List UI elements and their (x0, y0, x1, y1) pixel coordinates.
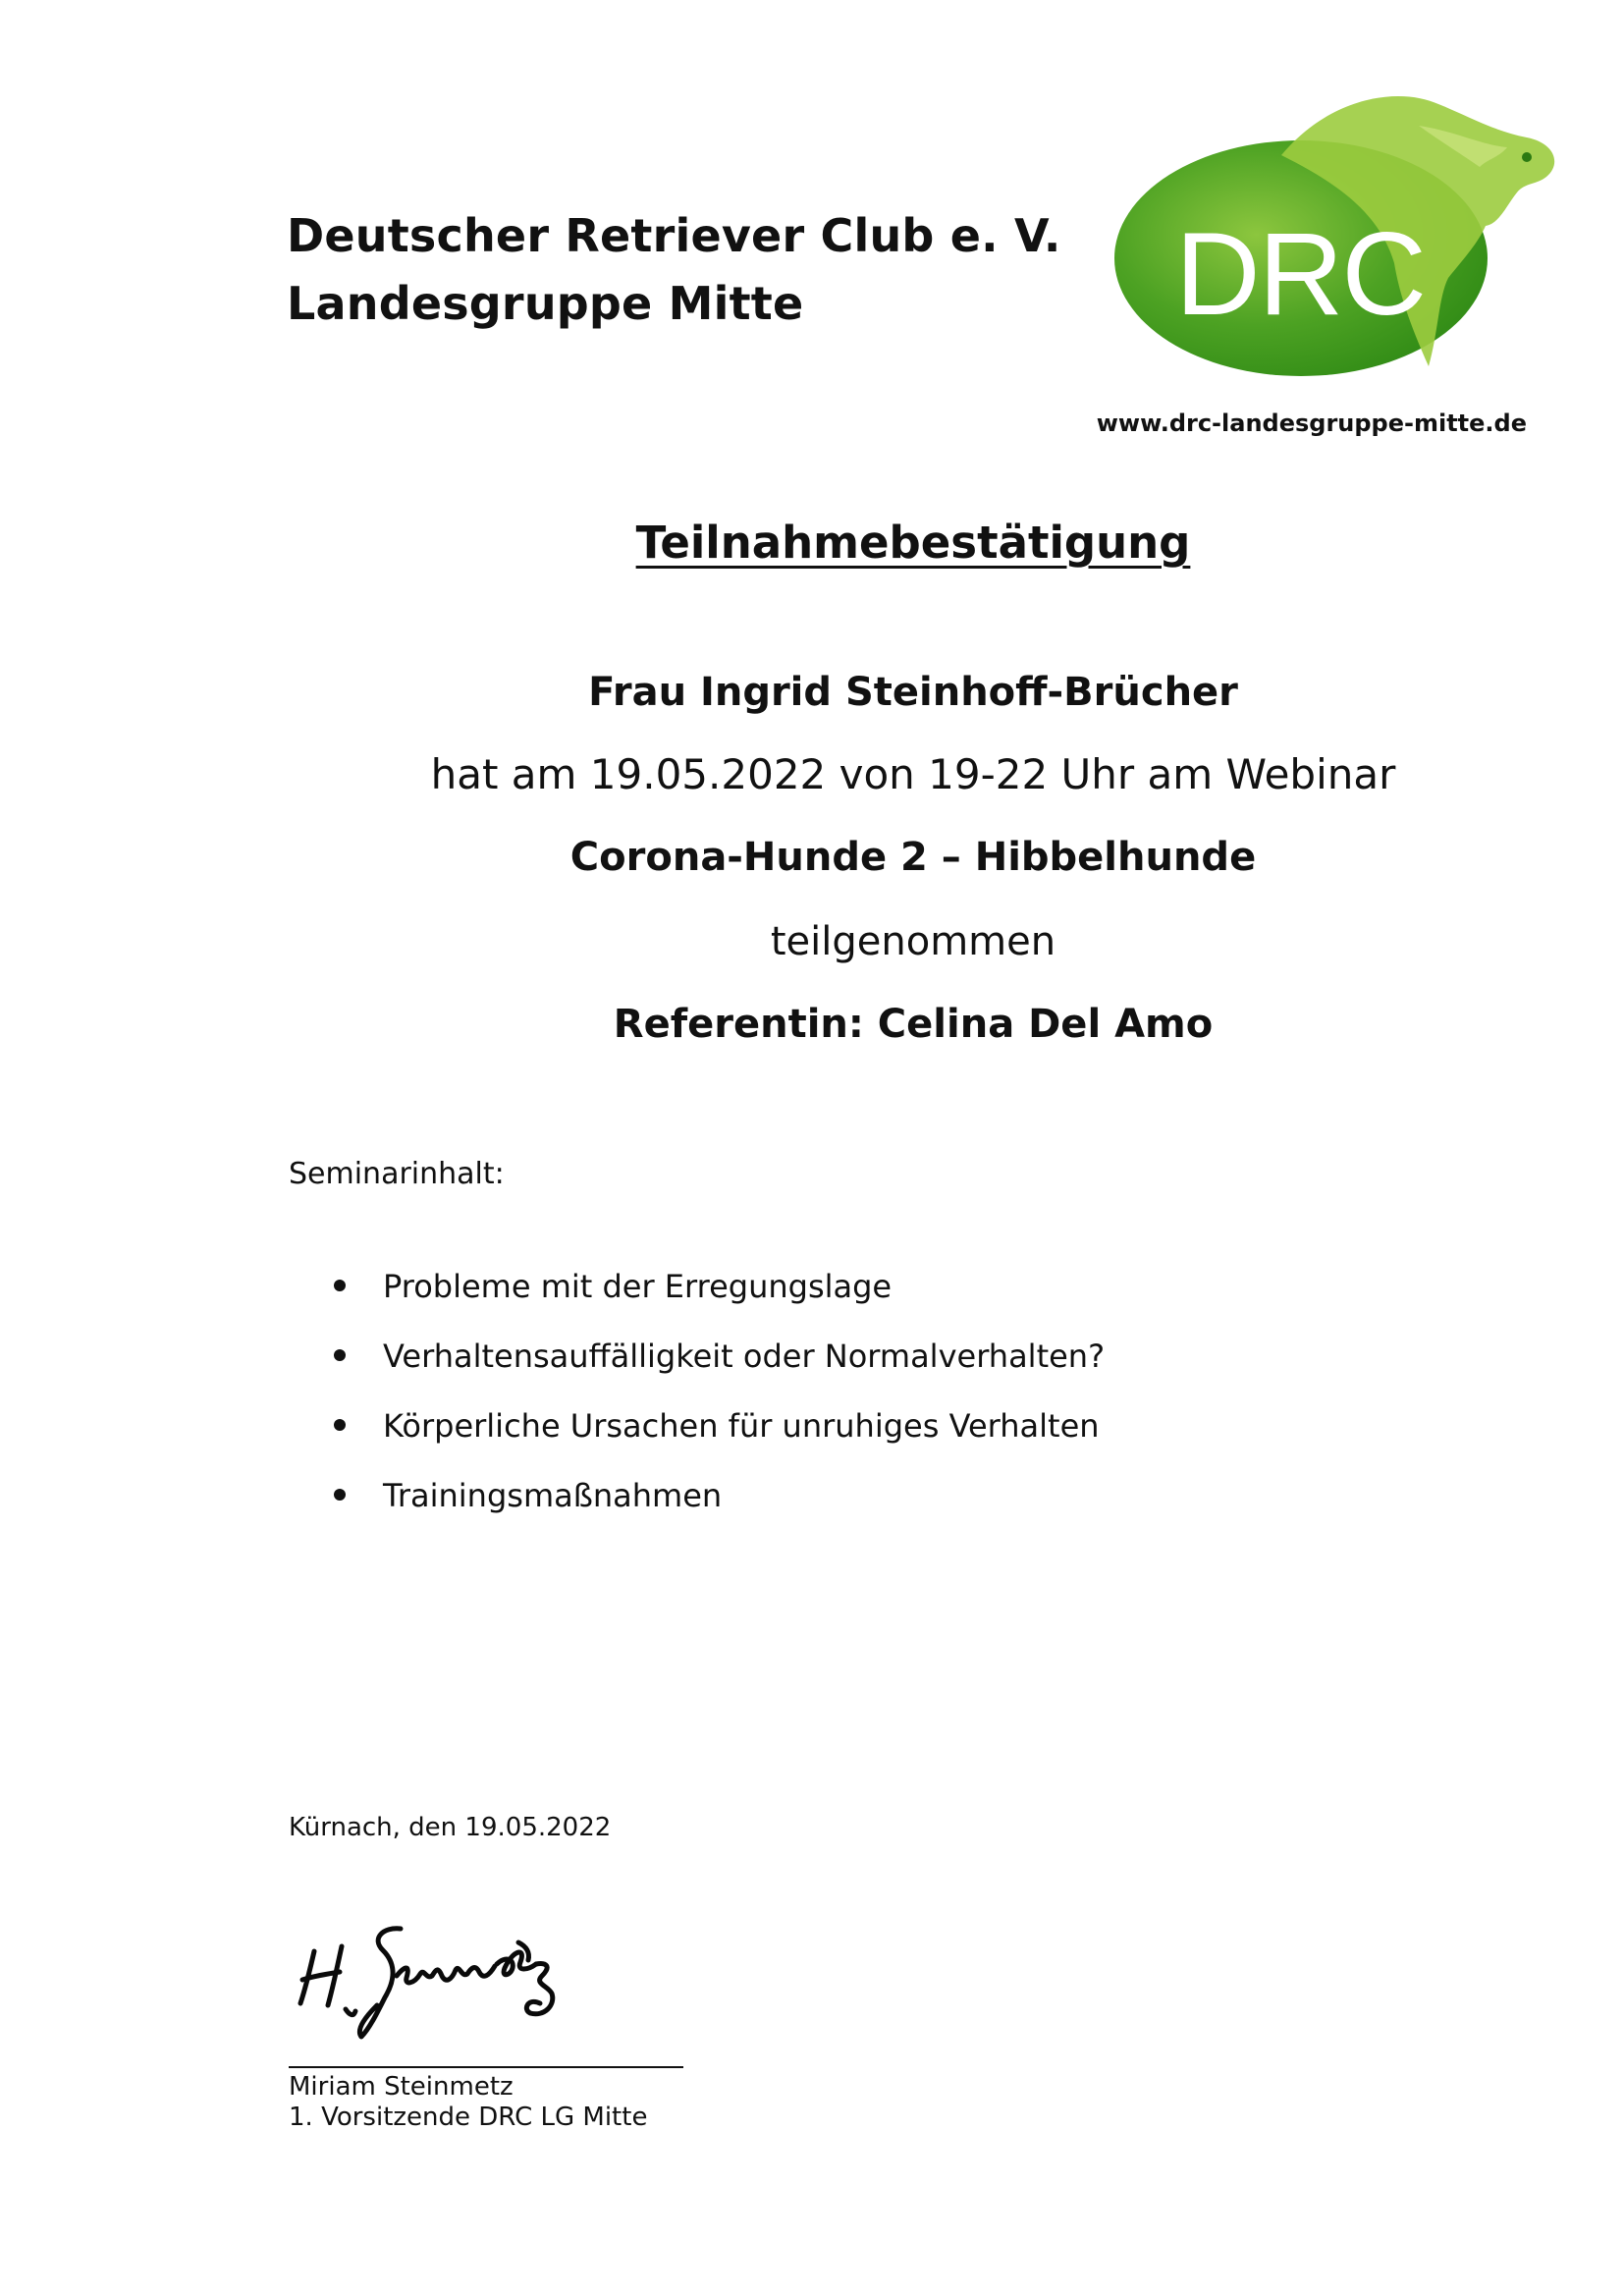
topic-text: Verhaltensauffälligkeit oder Normalverhalten? (383, 1338, 1106, 1375)
list-item (334, 1337, 1105, 1406)
bullet-icon (334, 1280, 346, 1291)
logo-text: DRC (1175, 208, 1425, 340)
list-item (334, 1267, 1105, 1337)
topic-text: Körperliche Ursachen für unruhiges Verhalten (383, 1407, 1100, 1445)
document-title: Teilnahmebestätigung (635, 517, 1191, 569)
handwritten-signature (295, 1907, 589, 2040)
website-link[interactable]: www.drc-landesgruppe-mitte.de (1096, 410, 1527, 437)
webinar-title: Corona-Hunde 2 – Hibbelhunde (569, 835, 1257, 880)
topic-text: Probleme mit der Erregungslage (383, 1268, 893, 1305)
organization-name: Deutscher Retriever Club e. V. (287, 209, 1061, 262)
logo-dog-eye (1522, 152, 1532, 162)
attendance-statement: hat am 19.05.2022 von 19-22 Uhr am Webinar (430, 750, 1396, 798)
seminar-content-label: Seminarinhalt: (289, 1157, 505, 1191)
signer-role: 1. Vorsitzende DRC LG Mitte (289, 2103, 648, 2132)
list-item (334, 1476, 1105, 1546)
topic-text: Trainingsmaßnahmen (383, 1477, 723, 1514)
drc-logo (1114, 86, 1561, 381)
bullet-icon (334, 1489, 346, 1501)
topic-list (334, 1267, 1105, 1546)
speaker: Referentin: Celina Del Amo (613, 1002, 1214, 1047)
place-and-date: Kürnach, den 19.05.2022 (289, 1813, 612, 1842)
bullet-icon (334, 1419, 346, 1431)
list-item (334, 1406, 1105, 1476)
participant-name: Frau Ingrid Steinhoff-Brücher (588, 670, 1238, 715)
participated-text: teilgenommen (770, 919, 1056, 964)
bullet-icon (334, 1349, 346, 1361)
organization-group: Landesgruppe Mitte (287, 277, 804, 330)
signature-line (289, 2066, 683, 2068)
signer-name: Miriam Steinmetz (289, 2072, 514, 2102)
